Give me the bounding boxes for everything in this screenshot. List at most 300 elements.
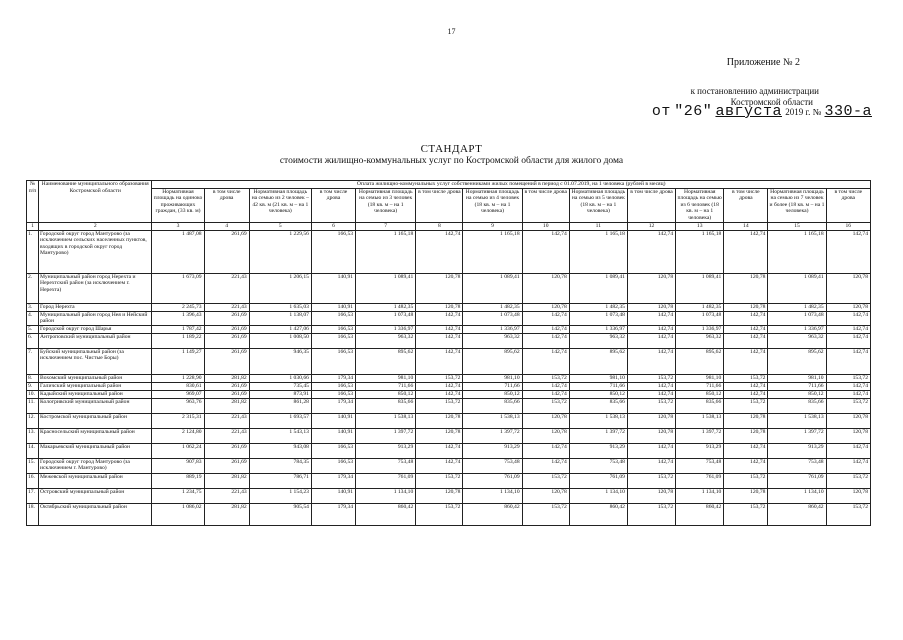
cost-cell: 1 538,13: [768, 413, 826, 428]
cost-cell: 1 482,35: [463, 303, 522, 311]
cost-cell: 895,62: [463, 348, 522, 374]
cost-cell: 895,62: [676, 348, 724, 374]
cost-cell: 166,53: [311, 382, 355, 390]
cost-cell: 2 124,80: [152, 428, 204, 443]
cost-cell: 895,62: [356, 348, 416, 374]
municipality-name: Кадыйский муниципальный район: [39, 390, 152, 398]
row-number: 9.: [27, 382, 39, 390]
cost-cell: 153,72: [826, 503, 870, 525]
column-number: 16: [826, 222, 870, 230]
cost-cell: 2 315,31: [152, 413, 204, 428]
cost-cell: 153,72: [826, 398, 870, 413]
cost-cell: 1 482,35: [356, 303, 416, 311]
cost-cell: 860,42: [569, 503, 627, 525]
cost-cell: 1 397,72: [768, 428, 826, 443]
cost-cell: 1 154,23: [249, 488, 311, 503]
cost-cell: 1 538,13: [463, 413, 522, 428]
cost-cell: 835,66: [768, 398, 826, 413]
row-number: 5.: [27, 325, 39, 333]
column-number: 12: [627, 222, 675, 230]
cost-cell: 261,69: [204, 458, 249, 473]
municipality-name: Октябрьский муниципальный район: [39, 503, 152, 525]
cost-cell: 120,78: [416, 413, 463, 428]
cost-cell: 850,12: [768, 390, 826, 398]
column-number-row: [27, 222, 871, 230]
appendix-title: Приложение № 2: [726, 57, 800, 68]
cost-cell: 142,74: [522, 382, 569, 390]
cost-cell: 142,74: [627, 390, 675, 398]
cost-cell: 153,72: [627, 374, 675, 382]
cost-cell: 140,91: [311, 303, 355, 311]
cost-cell: 1 482,35: [768, 303, 826, 311]
cost-cell: 1 138,07: [249, 311, 311, 325]
cost-cell: 140,91: [311, 273, 355, 303]
cost-cell: 281,82: [204, 398, 249, 413]
cost-cell: 142,74: [826, 443, 870, 458]
row-number: 14.: [27, 443, 39, 458]
cost-cell: 153,72: [522, 374, 569, 382]
municipality-name: Галичский муниципальный район: [39, 382, 152, 390]
cost-cell: 2 245,73: [152, 303, 204, 311]
cost-cell: 1 089,41: [768, 273, 826, 303]
cost-cell: 166,53: [311, 443, 355, 458]
cost-cell: 142,74: [522, 333, 569, 348]
cost-cell: 221,43: [204, 303, 249, 311]
cost-cell: 860,42: [676, 503, 724, 525]
cost-cell: 943,08: [249, 443, 311, 458]
cost-cell: 835,66: [463, 398, 522, 413]
resolution-date: [652, 103, 872, 120]
table-row: [27, 348, 871, 374]
cost-cell: 153,72: [416, 473, 463, 488]
cost-cell: 153,72: [724, 398, 768, 413]
column-number: 9: [463, 222, 522, 230]
cost-cell: 1 482,35: [569, 303, 627, 311]
cost-cell: 140,91: [311, 428, 355, 443]
page-number: 17: [447, 27, 456, 36]
cost-cell: 153,72: [627, 503, 675, 525]
cost-cell: 142,74: [627, 325, 675, 333]
cost-cell: 120,78: [627, 428, 675, 443]
cost-cell: 1 165,18: [569, 230, 627, 273]
cost-cell: 120,78: [627, 488, 675, 503]
cost-cell: 142,74: [627, 458, 675, 473]
column-number: 3: [152, 222, 204, 230]
subheader-col-12: в том числе дрова: [627, 188, 675, 222]
cost-cell: 1 165,18: [356, 230, 416, 273]
municipality-name: Антроповский муниципальный район: [39, 333, 152, 348]
cost-cell: 153,72: [724, 473, 768, 488]
cost-cell: 142,74: [826, 230, 870, 273]
cost-cell: 1 635,03: [249, 303, 311, 311]
cost-cell: 711,66: [676, 382, 724, 390]
municipality-name: Город Нерехта: [39, 303, 152, 311]
subheader-col-15: Нормативная площадь на семью из 7 человек и более (18 кв. м – на 1 человека): [768, 188, 826, 222]
cost-cell: 120,78: [724, 303, 768, 311]
cost-cell: 120,78: [522, 303, 569, 311]
cost-cell: 1 397,72: [356, 428, 416, 443]
cost-cell: 946,35: [249, 348, 311, 374]
cost-cell: 142,74: [724, 230, 768, 273]
cost-cell: 1 073,48: [356, 311, 416, 325]
cost-cell: 142,74: [627, 230, 675, 273]
municipality-name: Буйский муниципальный район (за исключением пос. Чистые Боры): [39, 348, 152, 374]
cost-cell: 142,74: [826, 382, 870, 390]
municipality-name: Межевской муниципальный район: [39, 473, 152, 488]
cost-cell: 166,53: [311, 458, 355, 473]
cost-cell: 963,32: [676, 333, 724, 348]
table-row: [27, 333, 871, 348]
cost-cell: 1 073,48: [768, 311, 826, 325]
cost-cell: 1 089,41: [676, 273, 724, 303]
cost-cell: 895,62: [569, 348, 627, 374]
cost-cell: 166,53: [311, 390, 355, 398]
cost-cell: 120,78: [826, 428, 870, 443]
cost-cell: 153,72: [522, 398, 569, 413]
table-row: [27, 311, 871, 325]
cost-cell: 179,34: [311, 374, 355, 382]
cost-cell: 142,74: [627, 333, 675, 348]
cost-cell: 142,74: [522, 348, 569, 374]
cost-cell: 153,72: [522, 503, 569, 525]
cost-cell: 1 062,24: [152, 443, 204, 458]
cost-cell: 261,69: [204, 333, 249, 348]
column-number: 6: [311, 222, 355, 230]
cost-cell: 120,78: [627, 413, 675, 428]
cost-cell: 1 336,97: [463, 325, 522, 333]
table-row: [27, 428, 871, 443]
cost-cell: 1 134,10: [356, 488, 416, 503]
cost-cell: 142,74: [522, 325, 569, 333]
cost-cell: 1 538,13: [356, 413, 416, 428]
cost-cell: 1 134,10: [768, 488, 826, 503]
cost-cell: 1 693,57: [249, 413, 311, 428]
cost-cell: 142,74: [416, 325, 463, 333]
subheader-col-7: Нормативная площадь на семью из 3 человек (18 кв. м – на 1 человека): [356, 188, 416, 222]
cost-cell: 981,10: [768, 374, 826, 382]
cost-cell: 761,09: [768, 473, 826, 488]
row-number: 2.: [27, 273, 39, 303]
cost-cell: 142,74: [724, 443, 768, 458]
document-subtitle: стоимости жилищно-коммунальных услуг по Костромской области для жилого дома: [279, 156, 624, 166]
cost-cell: 835,66: [569, 398, 627, 413]
cost-cell: 120,78: [522, 413, 569, 428]
cost-cell: 913,29: [676, 443, 724, 458]
table-row: [27, 413, 871, 428]
cost-cell: 261,69: [204, 443, 249, 458]
table-row: [27, 374, 871, 382]
cost-cell: 179,34: [311, 503, 355, 525]
subheader-col-16: в том числе дрова: [826, 188, 870, 222]
cost-cell: 261,69: [204, 325, 249, 333]
municipality-name: Красносельский муниципальный район: [39, 428, 152, 443]
row-number: 8.: [27, 374, 39, 382]
column-number: 15: [768, 222, 826, 230]
cost-cell: 1 538,13: [569, 413, 627, 428]
cost-cell: 142,74: [416, 458, 463, 473]
cost-cell: 221,43: [204, 273, 249, 303]
column-number: 5: [249, 222, 311, 230]
cost-cell: 142,74: [724, 458, 768, 473]
table-row: [27, 398, 871, 413]
cost-cell: 850,12: [356, 390, 416, 398]
cost-cell: 1 206,15: [249, 273, 311, 303]
municipality-name: Кологривский муниципальный район: [39, 398, 152, 413]
cost-cell: 1 397,72: [676, 428, 724, 443]
cost-cell: 1 165,18: [676, 230, 724, 273]
cost-cell: 850,12: [463, 390, 522, 398]
cost-cell: 1 397,72: [463, 428, 522, 443]
cost-cell: 1 089,41: [356, 273, 416, 303]
cost-cell: 913,29: [356, 443, 416, 458]
cost-cell: 120,78: [627, 303, 675, 311]
cost-cell: 784,35: [249, 458, 311, 473]
cost-cell: 1 134,10: [463, 488, 522, 503]
municipality-name: Макарьевский муниципальный район: [39, 443, 152, 458]
cost-cell: 120,78: [522, 273, 569, 303]
cost-cell: 120,78: [416, 488, 463, 503]
cost-cell: 120,78: [826, 488, 870, 503]
table-row: [27, 273, 871, 303]
cost-cell: 142,74: [627, 443, 675, 458]
cost-cell: 142,74: [826, 458, 870, 473]
cost-cell: 861,28: [249, 398, 311, 413]
cost-cell: 711,66: [768, 382, 826, 390]
column-number: 7: [356, 222, 416, 230]
cost-cell: 142,74: [724, 311, 768, 325]
cost-cell: 1 336,97: [768, 325, 826, 333]
cost-cell: 981,10: [463, 374, 522, 382]
subheader-col-9: Нормативная площадь на семью из 4 человек (18 кв. м – на 1 человека): [463, 188, 522, 222]
row-number: 4.: [27, 311, 39, 325]
cost-cell: 142,74: [522, 443, 569, 458]
municipality-name: Вохомский муниципальный район: [39, 374, 152, 382]
cost-cell: 860,42: [463, 503, 522, 525]
cost-cell: 1 073,48: [463, 311, 522, 325]
cost-cell: 1 189,22: [152, 333, 204, 348]
cost-cell: 907,83: [152, 458, 204, 473]
cost-cell: 142,74: [826, 311, 870, 325]
cost-cell: 761,09: [569, 473, 627, 488]
cost-cell: 142,74: [416, 382, 463, 390]
cost-cell: 969,07: [152, 390, 204, 398]
cost-cell: 153,72: [416, 503, 463, 525]
cost-cell: 120,78: [416, 273, 463, 303]
cost-cell: 850,12: [676, 390, 724, 398]
cost-cell: 753,48: [356, 458, 416, 473]
cost-cell: 830,61: [152, 382, 204, 390]
cost-cell: 1 427,06: [249, 325, 311, 333]
cost-cell: 142,74: [724, 333, 768, 348]
cost-cell: 1 487,08: [152, 230, 204, 273]
cost-cell: 261,69: [204, 390, 249, 398]
row-number: 3.: [27, 303, 39, 311]
date-number: 330-а: [824, 103, 872, 120]
header-payment-group: Оплата жилищно-коммунальных услуг собственниками жилых помещений в период с 01.07.2019, на 1 человека (рублей в месяц): [152, 181, 871, 189]
cost-cell: 120,78: [522, 488, 569, 503]
cost-cell: 1 336,97: [676, 325, 724, 333]
row-number: 7.: [27, 348, 39, 374]
cost-cell: 1 228,90: [152, 374, 204, 382]
cost-cell: 140,91: [311, 488, 355, 503]
cost-cell: 142,74: [826, 390, 870, 398]
cost-cell: 895,62: [768, 348, 826, 374]
cost-cell: 735,45: [249, 382, 311, 390]
cost-cell: 1 086,02: [152, 503, 204, 525]
cost-cell: 166,53: [311, 230, 355, 273]
cost-cell: 142,74: [416, 311, 463, 325]
cost-cell: 889,19: [152, 473, 204, 488]
cost-cell: 166,53: [311, 311, 355, 325]
date-year: 2019 г. №: [785, 107, 822, 117]
subheader-col-5: Нормативная площадь на семью из 2 человек – 42 кв. м (21 кв. м – на 1 человека): [249, 188, 311, 222]
cost-cell: 142,74: [416, 333, 463, 348]
cost-cell: 1 336,97: [569, 325, 627, 333]
cost-cell: 153,72: [416, 398, 463, 413]
cost-cell: 1 134,10: [569, 488, 627, 503]
row-number: 13.: [27, 428, 39, 443]
row-number: 1.: [27, 230, 39, 273]
cost-cell: 1 165,18: [463, 230, 522, 273]
subheader-col-6: в том числе дрова: [311, 188, 355, 222]
cost-cell: 913,29: [768, 443, 826, 458]
municipality-name: Костромской муниципальный район: [39, 413, 152, 428]
cost-cell: 913,29: [463, 443, 522, 458]
column-number: 8: [416, 222, 463, 230]
subheader-col-3: Нормативная площадь на одиноко проживающих граждан, (33 кв. м): [152, 188, 204, 222]
municipality-name: Городской округ город Мантурово (за исключением сельских населенных пунктов, входящих в городской округ город Мантурово): [39, 230, 152, 273]
cost-cell: 873,91: [249, 390, 311, 398]
cost-cell: 153,72: [627, 398, 675, 413]
cost-cell: 221,43: [204, 413, 249, 428]
cost-cell: 1 008,50: [249, 333, 311, 348]
cost-cell: 1 165,18: [768, 230, 826, 273]
table-row: [27, 303, 871, 311]
cost-cell: 786,71: [249, 473, 311, 488]
table-row: [27, 390, 871, 398]
cost-cell: 221,43: [204, 488, 249, 503]
cost-cell: 1 396,43: [152, 311, 204, 325]
cost-cell: 1 073,48: [676, 311, 724, 325]
cost-cell: 261,69: [204, 382, 249, 390]
municipality-name: Городской округ город Мантурово (за исключением г. Мантурово): [39, 458, 152, 473]
subheader-col-13: Нормативная площадь на семью из 6 человек (18 кв. м – на 1 человека): [677, 188, 722, 221]
cost-cell: 142,74: [826, 333, 870, 348]
cost-cell: 913,29: [569, 443, 627, 458]
cost-cell: 140,91: [311, 413, 355, 428]
cost-cell: 120,78: [724, 413, 768, 428]
cost-cell: 142,74: [522, 390, 569, 398]
cost-cell: 166,53: [311, 325, 355, 333]
table-row: [27, 503, 871, 525]
cost-cell: 153,72: [522, 473, 569, 488]
cost-cell: 281,82: [204, 503, 249, 525]
cost-cell: 1 543,13: [249, 428, 311, 443]
cost-cell: 120,78: [826, 303, 870, 311]
cost-cell: 981,10: [569, 374, 627, 382]
cost-cell: 711,66: [463, 382, 522, 390]
cost-cell: 963,32: [463, 333, 522, 348]
municipality-name: Городской округ город Шарья: [39, 325, 152, 333]
cost-cell: 761,09: [356, 473, 416, 488]
cost-cell: 963,76: [152, 398, 204, 413]
cost-cell: 142,74: [724, 390, 768, 398]
column-number: 11: [569, 222, 627, 230]
resolution-line-2: Костромской области: [730, 97, 813, 107]
cost-cell: 711,66: [569, 382, 627, 390]
cost-cell: 1 089,41: [463, 273, 522, 303]
cost-cell: 1 336,97: [356, 325, 416, 333]
cost-cell: 142,74: [522, 311, 569, 325]
cost-cell: 120,78: [826, 273, 870, 303]
table-row: [27, 473, 871, 488]
cost-cell: 1 089,41: [569, 273, 627, 303]
cost-cell: 120,78: [522, 428, 569, 443]
cost-cell: 153,72: [416, 374, 463, 382]
table-row: [27, 488, 871, 503]
cost-cell: 1 397,72: [569, 428, 627, 443]
row-number: 15.: [27, 458, 39, 473]
cost-cell: 142,74: [826, 325, 870, 333]
subheader-col-8: в том числе дрова: [416, 188, 463, 222]
cost-cell: 761,09: [463, 473, 522, 488]
subheader-col-11: Нормативная площадь на семью из 5 человек (18 кв. м – на 1 человека): [569, 188, 627, 222]
table-row: [27, 230, 871, 273]
cost-cell: 153,72: [627, 473, 675, 488]
cost-cell: 963,32: [569, 333, 627, 348]
cost-cell: 120,78: [724, 488, 768, 503]
cost-cell: 1 134,10: [676, 488, 724, 503]
cost-cell: 166,53: [311, 333, 355, 348]
cost-cell: 1 538,13: [676, 413, 724, 428]
table-row: [27, 458, 871, 473]
cost-cell: 142,74: [627, 311, 675, 325]
row-number: 17.: [27, 488, 39, 503]
subheader-col-10: в том числе дрова: [522, 188, 569, 222]
cost-cell: 120,78: [724, 428, 768, 443]
cost-cell: 835,66: [356, 398, 416, 413]
resolution-line-1: к постановлению администрации: [690, 86, 819, 96]
cost-cell: 1 149,27: [152, 348, 204, 374]
cost-cell: 963,32: [356, 333, 416, 348]
cost-cell: 142,74: [724, 348, 768, 374]
cost-cell: 153,72: [826, 473, 870, 488]
column-number: 4: [204, 222, 249, 230]
cost-cell: 142,74: [724, 325, 768, 333]
cost-cell: 281,82: [204, 473, 249, 488]
cost-cell: 142,74: [522, 230, 569, 273]
cost-cell: 1 030,66: [249, 374, 311, 382]
cost-cell: 261,69: [204, 230, 249, 273]
cost-cell: 142,74: [826, 348, 870, 374]
cost-cell: 753,48: [676, 458, 724, 473]
cost-cell: 120,78: [627, 273, 675, 303]
document-title: СТАНДАРТ: [420, 143, 483, 155]
row-number: 16.: [27, 473, 39, 488]
subheader-col-4: в том числе дрова: [204, 188, 249, 222]
cost-cell: 120,78: [826, 413, 870, 428]
column-number: 13: [676, 222, 724, 230]
cost-cell: 142,74: [627, 382, 675, 390]
row-number: 12.: [27, 413, 39, 428]
cost-cell: 142,74: [724, 382, 768, 390]
table-row: [27, 325, 871, 333]
row-number: 6.: [27, 333, 39, 348]
column-number: 1: [27, 222, 39, 230]
table-row: [27, 382, 871, 390]
cost-cell: 1 673,09: [152, 273, 204, 303]
row-number: 18.: [27, 503, 39, 525]
